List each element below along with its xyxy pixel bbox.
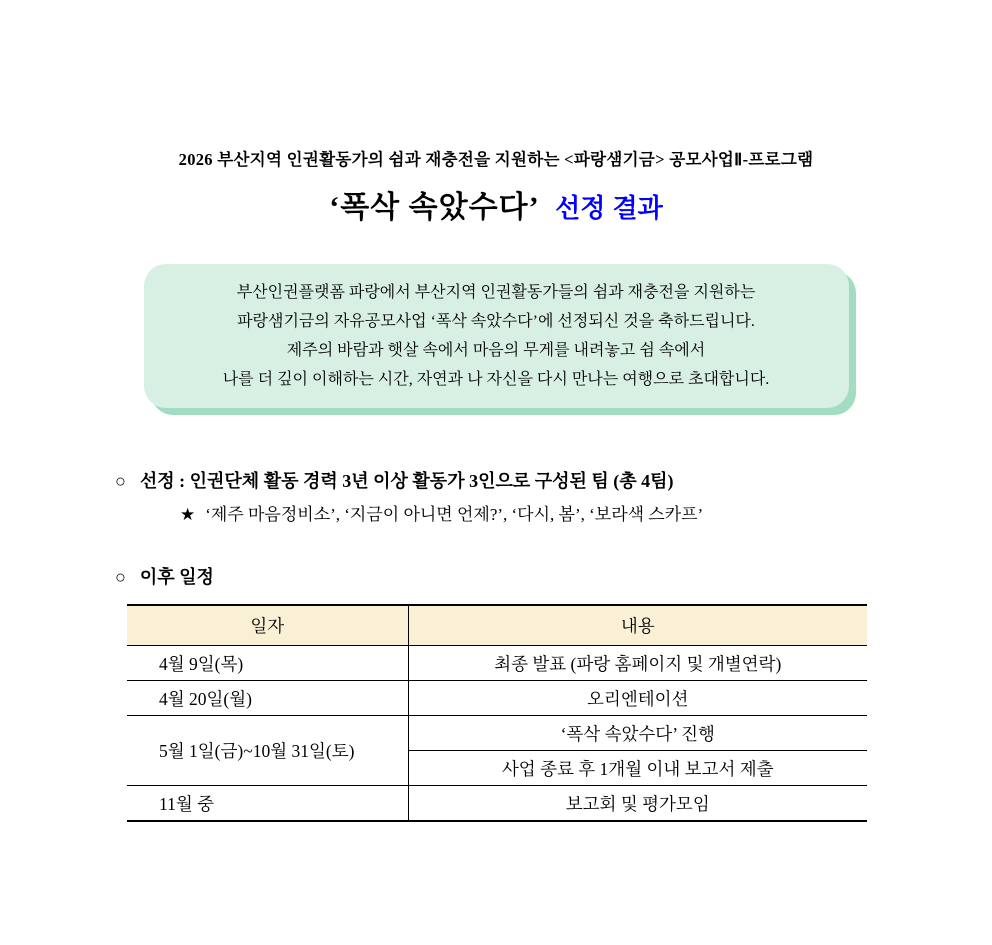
schedule-heading-text: 이후 일정 bbox=[139, 567, 214, 587]
date-cell: 11월 중 bbox=[127, 786, 408, 822]
date-cell: 4월 9일(목) bbox=[127, 646, 408, 681]
congratulations-box bbox=[144, 264, 849, 408]
table-row bbox=[127, 786, 867, 822]
date-cell: 4월 20일(월) bbox=[127, 681, 408, 716]
schedule-table bbox=[127, 604, 867, 822]
title-program-name: ‘폭삭 속았수다’ bbox=[329, 191, 540, 224]
table-row bbox=[127, 646, 867, 681]
notice-line: 나를 더 깊이 이해하는 시간, 자연과 나 자신을 다시 만나는 여행으로 초대합니다. bbox=[222, 371, 770, 388]
notice-line: 제주의 바람과 햇살 속에서 마음의 무게를 내려놓고 쉼 속에서 bbox=[286, 342, 706, 359]
selection-heading-text: 선정 : 인권단체 활동 경력 3년 이상 활동가 3인으로 구성된 팀 (총 4팀) bbox=[139, 471, 674, 491]
table-row bbox=[127, 716, 867, 751]
date-cell: 5월 1일(금)~10월 31일(토) bbox=[127, 716, 408, 786]
circle-bullet-icon: ○ bbox=[115, 567, 126, 587]
schedule-heading-line bbox=[115, 564, 992, 590]
notice-line: 파랑샘기금의 자유공모사업 ‘폭삭 속았수다’에 선정되신 것을 축하드립니다. bbox=[237, 313, 755, 330]
notice-line: 부산인권플랫폼 파랑에서 부산지역 인권활동가들의 쉼과 재충전을 지원하는 bbox=[236, 284, 756, 301]
content-cell: 보고회 및 평가모임 bbox=[408, 786, 867, 822]
doc-title bbox=[0, 188, 992, 228]
circle-bullet-icon: ○ bbox=[115, 471, 126, 491]
selection-heading-line bbox=[115, 468, 992, 494]
content-cell: 사업 종료 후 1개월 이내 보고서 제출 bbox=[408, 751, 867, 786]
column-header-content: 내용 bbox=[408, 605, 867, 646]
table-row bbox=[127, 681, 867, 716]
column-header-date: 일자 bbox=[127, 605, 408, 646]
doc-subtitle: 2026 부산지역 인권활동가의 쉼과 재충전을 지원하는 <파랑샘기금> 공모사업Ⅱ-프로그램 bbox=[178, 150, 814, 169]
selected-teams-line bbox=[180, 502, 992, 528]
content-cell: ‘폭삭 속았수다’ 진행 bbox=[408, 716, 867, 751]
star-icon: ★ bbox=[180, 505, 196, 524]
content-cell: 오리엔테이션 bbox=[408, 681, 867, 716]
table-header-row bbox=[127, 605, 867, 646]
selected-teams-text: ‘제주 마음정비소’, ‘지금이 아니면 언제?’, ‘다시, 봄’, ‘보라색 스카프’ bbox=[205, 505, 704, 524]
title-result-text: 선정 결과 bbox=[555, 193, 663, 223]
content-cell: 최종 발표 (파랑 홈페이지 및 개별연락) bbox=[408, 646, 867, 681]
